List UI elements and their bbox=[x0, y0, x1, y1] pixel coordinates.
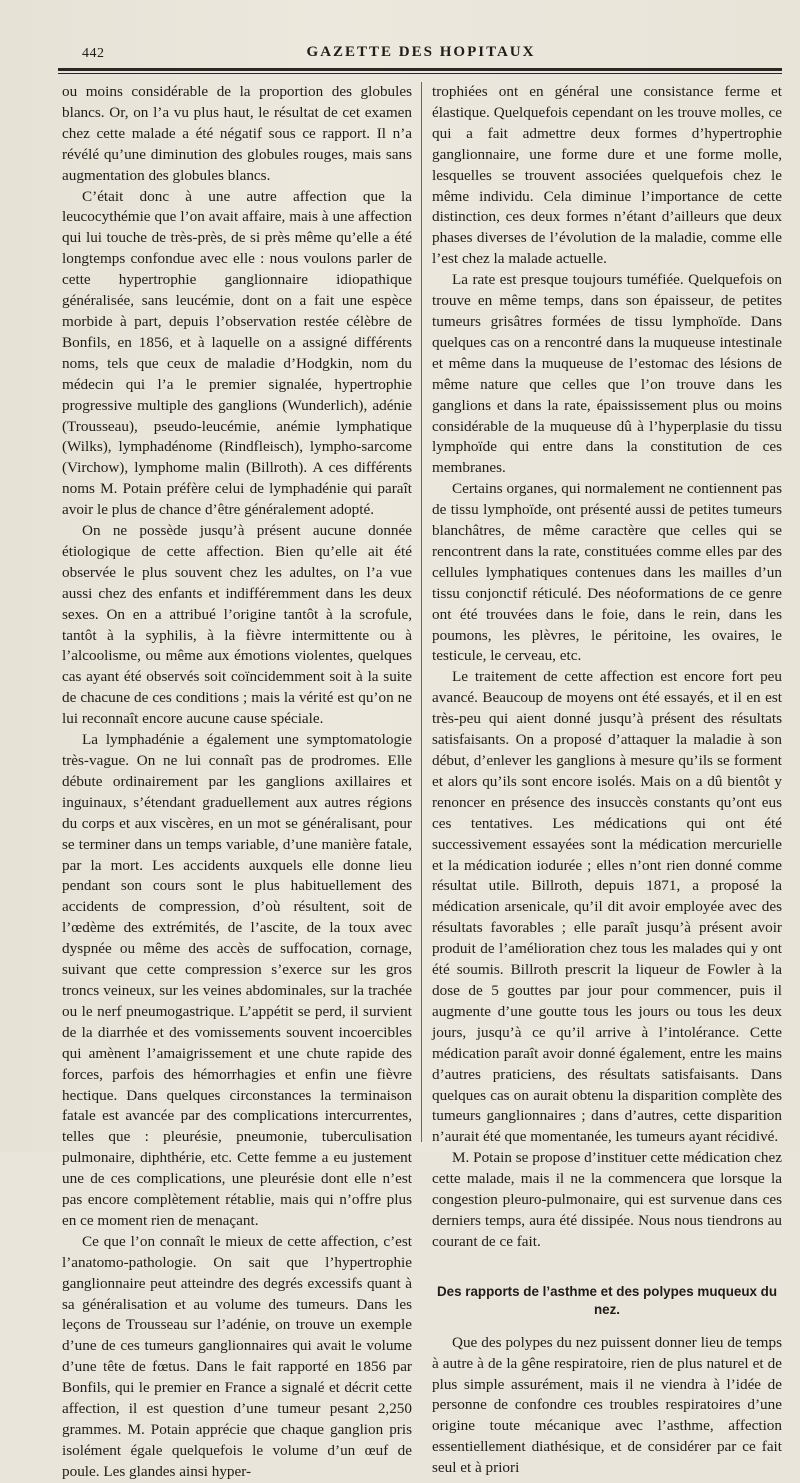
paragraph: Le traitement de cette affection est encore fort peu avancé. Beaucoup de moyens ont été essayés, et il en est très-peu qui aient donné jusqu’à présent des résultats satisfaisants. On a proposé d’attaquer la maladie à son début, d’enlever les ganglions à mesure qu’ils se forment et alors qu’ils sont encore isolés. Mais on a dû bientôt y renoncer en présence des insuccès constants qu’ont eus ces tentatives. Les médications qui ont été successivement essayées sont la médication mercurielle et la médication iodurée ; elles n’ont rien donné comme résultat utile. Billroth, depuis 1871, a proposé la médication arsenicale, qu’il dit avoir employée avec des résultats favorables ; elle paraît jusqu’à présent avoir produit de l’amélioration chez tous les malades qui y ont été soumis. Billroth prescrit la liqueur de Fowler à la dose de 5 gouttes par jour pour commencer, puis il augmente d’une goutte tous les jours ou tous les deux jours, jusqu’à ce qu’il arrive à l’intolérance. Cette médication paraît avoir donné également, entre les mains d’autres praticiens, des résultats satisfaisants. Dans quelques cas on aurait obtenu la disparition complète des tumeurs ganglionnaires ; dans d’autres, cette disparition n’aurait été que momentanée, les tumeurs ayant récidivé. bbox=[432, 668, 782, 1146]
column-divider bbox=[421, 82, 422, 1142]
page-header bbox=[58, 42, 784, 66]
paragraph: Que des polypes du nez puissent donner lieu de temps à autre à de la gêne respiratoire, rien de plus naturel et de plus simple assurément, mais il ne viendra à l’idée de personne de confondre ces troubles respiratoires d’une origine toute mécanique avec l’asthme, affection essentiellement diathésique, et de considérer par ce fait seul et à priori bbox=[432, 1333, 782, 1477]
left-column bbox=[62, 82, 412, 1480]
header-rule-thick bbox=[58, 68, 782, 71]
paragraph: La rate est presque toujours tuméfiée. Quelquefois on trouve en même temps, dans son épaisseur, de petites tumeurs grisâtres formées de tissu lymphoïde. Dans quelques cas on a rencontré dans la muqueuse intestinale et même dans la muqueuse de l’estomac des lésions de même nature que celles que l’on trouve dans les ganglions et dans la rate, épaississement plus ou moins considérable de la muqueuse dû à l’hyperplasie du tissu lymphoïde qui entre dans la constitution de ces membranes. bbox=[432, 271, 782, 477]
paragraph: ou moins considérable de la proportion des globules blancs. Or, on l’a vu plus haut, le résultat de cet examen chez cette malade a été négatif sous ce rapport. Il n’a révélé qu’une diminution des globules rouges, mais sans augmentation des globules blancs. bbox=[62, 83, 412, 184]
header-rule-thin bbox=[58, 73, 782, 74]
paragraph: On ne possède jusqu’à présent aucune donnée étiologique de cette affection. Bien qu’elle ait été observée le plus souvent chez les adultes, on l’a vue aussi chez des enfants et indifféremment dans les deux sexes. On en a attribué l’origine tantôt à la scrofule, tantôt à la syphilis, à la fièvre intermittente ou à l’alcoolisme, ou même aux émotions violentes, quelques cas ayant été observés soit coïncidemment soit à la suite de chacune de ces conditions ; mais la vérité est qu’on ne lui reconnaît encore aucune cause spéciale. bbox=[62, 522, 412, 728]
journal-title: GAZETTE DES HOPITAUX bbox=[306, 44, 536, 60]
paragraph: trophiées ont en général une consistance ferme et élastique. Quelquefois cependant on les trouve molles, ce qui a fait admettre deux formes d’hypertrophie ganglionnaire, une forme dure et une forme molle, lesquelles se trouvent associées quelquefois chez le même individu. Cela diminue l’importance de cette distinction, ces deux formes n’étant d’ailleurs que deux phases diverses de l’évolution de la maladie, comme elle l’est chez la malade actuelle. bbox=[432, 83, 782, 268]
paragraph: C’était donc à une autre affection que la leucocythémie que l’on avait affaire, mais à une affection qui lui touche de très-près, de si près même qu’elle a été longtemps confondue avec elle : nous voulons parler de cette hypertrophie ganglionnaire idiopathique généralisée, sans leucémie, dont on a fait une espèce morbide à part, depuis l’observation restée célèbre de Bonfils, en 1856, et à laquelle on a assigné différents noms, tels que ceux de maladie d’Hodgkin, nom du médecin qui l’a le premier signalée, hypertrophie progressive multiple des ganglions (Wunderlich), adénie (Trousseau), pseudo-leucémie, anémie lymphatique (Wilks), lymphadénome (Rindfleisch), lympho-sarcome (Virchow), lymphome malin (Billroth). A ces différents noms M. Potain préfère celui de lymphadénie qui paraît avoir le plus de chance d’être généralement adopté. bbox=[62, 187, 412, 519]
right-column bbox=[432, 82, 782, 1477]
paragraph: Certains organes, qui normalement ne contiennent pas de tissu lymphoïde, ont présenté aussi de petites tumeurs blanchâtres, de même caractère que celles qui se rencontrent dans la rate, constituées comme elles par des cellules lymphatiques contenues dans les mailles d’un tissu conjonctif réticulé. Des néoformations de ce genre ont été trouvées dans le foie, dans le rein, dans les poumons, les plèvres, le péritoine, les ovaires, le testicule, le cerveau, etc. bbox=[432, 480, 782, 665]
page-number: 442 bbox=[82, 46, 105, 61]
paragraph: Ce que l’on connaît le mieux de cette affection, c’est l’anatomo-pathologie. On sait que l’hypertrophie ganglionnaire peut atteindre des degrés excessifs quant à sa généralisation et au volume des tumeurs. Dans les leçons de Trousseau sur l’adénie, on trouve un exemple d’une de ces tumeurs ganglionnaires qui avait le volume d’une tête de fœtus. Dans le fait rapporté en 1856 par Bonfils, qui le premier en France a signalé et décrit cette affection, il est question d’une tumeur pesant 2,250 grammes. M. Potain apprécie que chaque ganglion pris isolément égale quelquefois le volume d’un œuf de poule. Les glandes ainsi hyper- bbox=[62, 1232, 412, 1480]
paragraph: M. Potain se propose d’instituer cette médication chez cette malade, mais il ne la commencera que lorsque la congestion pleuro-pulmonaire, qui est survenue dans ces derniers temps, aura été dissipée. Nous nous tiendrons au courant de ce fait. bbox=[432, 1149, 782, 1250]
paragraph: La lymphadénie a également une symptomatologie très-vague. On ne lui connaît pas de prodromes. Elle débute ordinairement par les ganglions axillaires et inguinaux, s’étendant graduellement aux autres régions du corps et aux viscères, en un mot se généralisant, pour se terminer dans un temps variable, d’une manière fatale, par la mort. Les accidents auxquels elle donne lieu pendant son cours sont le plus habituellement des accidents de compression, d’où résultent, soit de l’œdème des extrémités, de l’ascite, de la toux avec dyspnée ou même des accès de suffocation, cornage, suivant que cette compression s’exerce sur les gros troncs veineux, sur les veines abdominales, sur la trachée ou le nerf pneumogastrique. L’appétit se perd, il survient de la diarrhée et des vomissements souvent incoercibles qui amènent l’amaigrissement et une chute rapide des forces, parfois des hémorrhagies et enfin une fièvre hectique. Dans quelques circonstances la terminaison fatale est avancée par des complications intercurrentes, telles que : pleurésie, pneumonie, tuberculisation pulmonaire, diphthérie, etc. Cette femme a eu justement une de ces complications, une pleurésie dont elle n’est pas encore complètement rétablie, mais qui n’offre plus en ce moment rien de menaçant. bbox=[62, 731, 412, 1229]
section-heading: Des rapports de l’asthme et des polypes muqueux du nez. bbox=[436, 1283, 778, 1317]
